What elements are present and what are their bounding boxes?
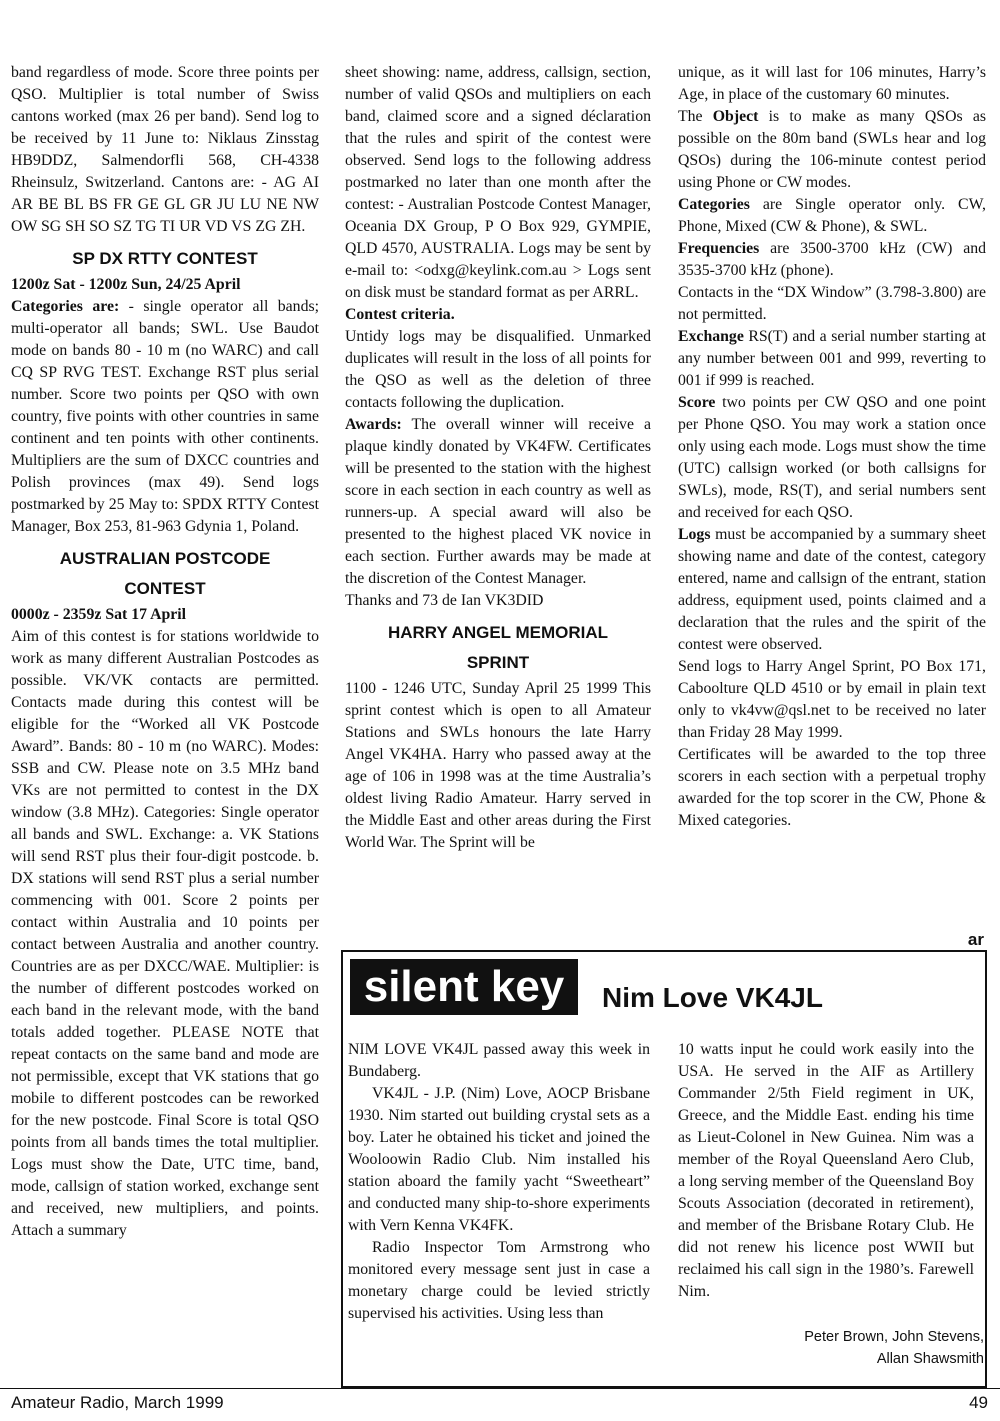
ha-heading-line-1: HARRY ANGEL MEMORIAL — [387, 623, 609, 642]
ap-time: 0000z - 2359z Sat 17 April — [11, 606, 187, 623]
object-paragraph — [678, 106, 986, 194]
frequencies-label: Frequencies — [678, 240, 760, 257]
categories-label: Categories — [678, 196, 750, 213]
signature-line-2: Allan Shawsmith — [876, 1351, 984, 1367]
ap-continuation: sheet showing: name, address, callsign, section, number of valid QSOs and multipliers on each band, claimed score and a signed déclaration that the rules and spirit of the contest were observed. Send logs to the following address postmarked no later than one month after the contest: - Australian Postcode Contest Manager, Oceania DX Group, P O Box 929, GYMPIE, QLD 4570, AUSTRALIA. Logs may be sent by e-mail to: <odxg@keylink.com.au > Logs sent on disk must be standard format as per ARRL. — [345, 64, 651, 301]
column-2 — [345, 62, 651, 854]
sp-body-text: - single operator all bands; multi-operator all bands; SWL. Use Baudot mode on bands 80 - 10 m (no WARC) and call CQ SP RVG TEST. Exchange RST plus serial number. Score two points per QSO with own country, five points with other countries in same continent and ten points with other continents. Multipliers are the sum of DXCC countries and Polish provinces (max 49). Send logs postmarked by 25 May to: SPDX RTTY Contest Manager, Box 253, 81-963 Gdynia 1, Poland. — [11, 298, 319, 535]
frequencies-body: are 3500-3700 kHz (CW) and 3535-3700 kHz (phone). — [678, 240, 987, 279]
object-label: Object — [712, 108, 759, 125]
exchange-body: RS(T) and a serial number starting at any number between 001 and 999, reverting to 001 if 999 is reached. — [678, 328, 986, 389]
ha-continuation: unique, as it will last for 106 minutes, Harry’s Age, in place of the customary 60 minutes. — [678, 64, 986, 103]
footer-rule — [0, 1388, 1000, 1389]
sp-dx-rtty-body — [11, 296, 319, 538]
contest-criteria-label: Contest criteria. — [345, 306, 455, 323]
score-label: Score — [678, 394, 716, 411]
sk-paragraph-3: Radio Inspector Tom Armstrong who monitored every message sent just in case a monetary charge could be levied strictly supervised his activities. Using less than — [348, 1239, 650, 1322]
silent-key-column-2 — [678, 1039, 974, 1303]
exchange-label: Exchange — [678, 328, 744, 345]
ha-body: 1100 - 1246 UTC, Sunday April 25 1999 This sprint contest which is open to all Amateur Stations and SWLs honours the late Harry Angel VK4HA. Harry who passed away at the age of 106 in 1998 was at the time Australia’s oldest living Radio Amateur. Harry served in the Middle East and other areas during the First World War. The Sprint will be — [345, 680, 651, 851]
send-logs-paragraph: Send logs to Harry Angel Sprint, PO Box 171, Caboolture QLD 4510 or by email in plain text only to vk4vw@qsl.net to be received no later than Friday 28 May 1999. — [678, 658, 986, 741]
column-3 — [678, 62, 986, 832]
silent-key-signature — [804, 1326, 984, 1370]
score-body: two points per CW QSO and one point per Phone QSO. You may work a station once only using each mode. Logs must show the time (UTC) callsign worked (or both callsigns for SWLs), mode, RS(T), and serial numbers sent and received for each QSO. — [678, 394, 986, 521]
ap-body: Aim of this contest is for stations worldwide to work as many different Australian Postcodes as possible. VK/VK contacts are permitted. Contacts made during this contest will be eligible for the “Worked all VK Postcode Award”. Bands: 80 - 10 m (no WARC). Modes: SSB and CW. Please note on 3.5 MHz band VKs are not permitted to contest in the DX window (3.8 MHz). Categories: Single operator all bands and SWL. Exchange: a. VK Stations will send RST plus their four-digit postcode. b. DX stations will send RST plus a serial number commencing with 001. Score 2 points per contact within Australia and 10 points per contact between Australia and another country. Countries are as per DXCC/WAE. Multiplier: is the number of different postcodes worked on each band in the relevant mode, with the band totals added together. PLEASE NOTE that repeat contacts on the same band and mode are not permissible, except that VK stations that go mobile to different postcodes can be reworked for the new postcode. Final Score is total QSO points from all bands times the total multiplier. Logs must show the Date, UTC time, band, mode, callsign of station worked, exchange sent and received, new multipliers, and points. Attach a summary — [11, 628, 319, 1239]
object-body: is to make as many QSOs as possible on the 80m band (SWLs hear and log QSOs) during the 106-minute contest period using Phone or CW modes. — [678, 108, 986, 191]
exchange-paragraph — [678, 326, 986, 392]
footer-publication: Amateur Radio, March 1999 — [11, 1393, 224, 1412]
logs-label: Logs — [678, 526, 711, 543]
ar-end-mark: ar — [967, 930, 984, 949]
silent-key-name: Nim Love VK4JL — [602, 982, 823, 1013]
logs-paragraph — [678, 524, 986, 656]
ap-heading-line-1: AUSTRALIAN POSTCODE — [59, 549, 271, 568]
sp-categories-label: Categories are: — [11, 298, 120, 315]
ha-heading-line-2: SPRINT — [466, 653, 530, 672]
object-pre: The — [678, 108, 703, 125]
contest-criteria-body: Untidy logs may be disqualified. Unmarked duplicates will result in the loss of all points for the QSO as well as the deletion of three contacts following the duplication. — [345, 328, 651, 411]
column-1 — [11, 62, 319, 1242]
sk-paragraph-2: VK4JL - J.P. (Nim) Love, AOCP Brisbane 1930. Nim started out building crystal sets as a boy. Later he obtained his ticket and joined the Wooloowin Radio Club. Nim installed his station aboard the family yacht “Sweetheart” and conducted many ship-to-shore experiments with Vern Kenna VK4FK. — [348, 1085, 650, 1234]
dx-window-paragraph: Contacts in the “DX Window” (3.798-3.800) are not permitted. — [678, 284, 986, 323]
sk-paragraph-4: 10 watts input he could work easily into the USA. He served in the AIF as Artillery Commander 2/5th Field regiment in UK, Greece, and the Middle East. ending his time as Lieut-Colonel in New Guinea. Nim was a member of the Royal Queensland Aero Club, a long serving member of the Queensland Boy Scouts Association (decorated in retirement), and member of the Brisbane Rotary Club. He did not renew his licence post WWII but reclaimed his call sign in the 1980’s. Farewell Nim. — [678, 1041, 974, 1300]
certificates-paragraph: Certificates will be awarded to the top three scorers in each section with a perpetual trophy awarded for the top scorer in the CW, Phone & Mixed categories. — [678, 746, 986, 829]
score-paragraph — [678, 392, 986, 524]
awards-label: Awards: — [345, 416, 402, 433]
thanks-signoff: Thanks and 73 de Ian VK3DID — [345, 592, 544, 609]
awards-body: The overall winner will receive a plaque kindly donated by VK4FW. Certificates will be presented to the station with the highest score in each section in each country as well as runners-up. A special award will also be presented to the highest placed VK novice in each section. Further awards may be made at the discretion of the Contest Manager. — [345, 416, 651, 587]
silent-key-title: silent key — [350, 959, 578, 1015]
categories-paragraph — [678, 194, 986, 238]
footer-page-number: 49 — [969, 1393, 988, 1412]
frequencies-paragraph — [678, 238, 986, 282]
awards-paragraph — [345, 414, 651, 590]
signature-line-1: Peter Brown, John Stevens, — [804, 1329, 984, 1345]
swiss-contest-tail: band regardless of mode. Score three points per QSO. Multiplier is total number of Swiss cantons worked (max 26 per band). Send log to be received by 11 June to: Niklaus Zinsstag HB9DDZ, Salmendorfli 568, CH-4338 Rheinsulz, Switzerland. Cantons are: - AG AI AR BE BL BS FR GE GL GR JU LU NE NW OW SG SH SO SZ TG TI UR VD VS ZG ZH. — [11, 64, 319, 235]
logs-body: must be accompanied by a summary sheet showing name and date of the contest, category entered, name and callsign of the entrant, station address, equipment used, points claimed and a declaration that the rules and the spirit of the contest were observed. — [678, 526, 987, 653]
sk-paragraph-1: NIM LOVE VK4JL passed away this week in Bundaberg. — [348, 1041, 650, 1080]
ap-heading-line-2: CONTEST — [124, 579, 206, 598]
silent-key-column-1 — [348, 1039, 650, 1325]
sp-dx-rtty-time: 1200z Sat - 1200z Sun, 24/25 April — [11, 276, 241, 293]
sp-dx-rtty-heading: SP DX RTTY CONTEST — [72, 249, 258, 268]
harry-angel-heading — [345, 618, 651, 678]
australian-postcode-heading — [11, 544, 319, 604]
categories-body: are Single operator only. CW, Phone, Mixed (CW & Phone), & SWL. — [678, 196, 986, 235]
